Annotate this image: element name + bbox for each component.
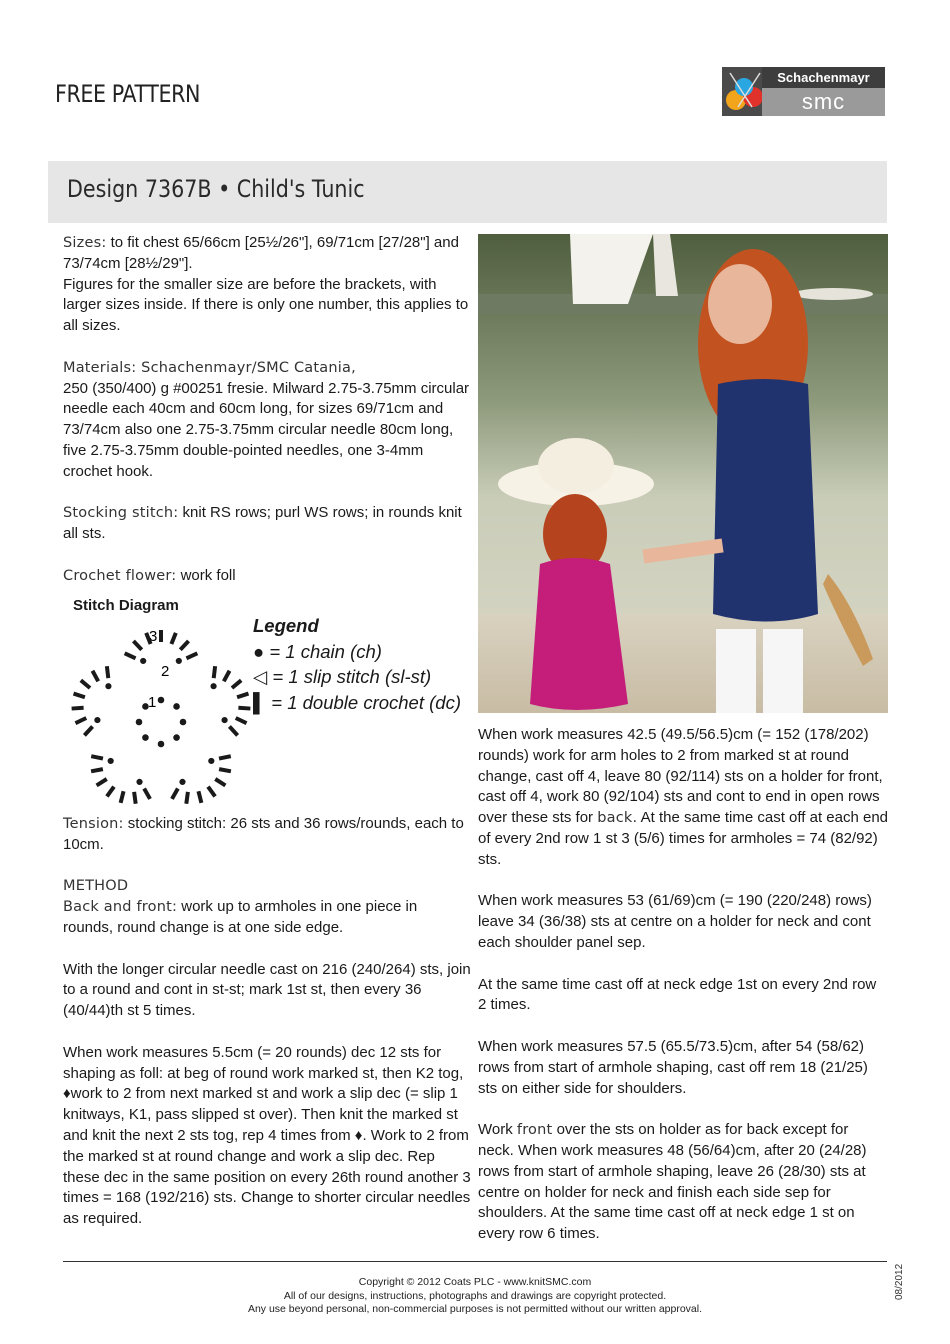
left-column-lower [63, 814, 471, 1251]
left-column [63, 233, 471, 607]
round-3-label: 3 [149, 628, 158, 645]
legend-chain: ● = 1 chain (ch) [253, 640, 382, 662]
double-crochet-mark [170, 632, 178, 645]
chain-stitch-mark [143, 735, 149, 741]
chain-stitch-mark [174, 704, 180, 710]
armhole-paragraph: When work measures 42.5 (49.5/56.5)cm (= 152 (178/202) rounds) work for arm holes to 2 from marked st at round change, cast off 4, leave 80 (92/114) sts on a holder for front, cast off 4, work 80 (92/104) sts and cont to end in open rows over these sts for back. At the same time cast off at each end of every 2nd row 1 st 3 (5/6) times for armholes = 74 (82/92) sts. [478, 726, 888, 868]
method-section [63, 876, 471, 938]
materials-brand: Schachenmayr/SMC Catania, [136, 359, 356, 376]
method-heading: METHOD [63, 878, 129, 895]
chain-stitch-mark [136, 719, 142, 725]
double-crochet-mark [179, 640, 190, 651]
chain-stitch-mark [158, 741, 164, 747]
diagram-legend [253, 613, 461, 715]
copyright-line: All of our designs, instructions, photographs and drawings are copyright protected. [283, 1289, 667, 1302]
double-crochet-mark [228, 725, 239, 737]
double-crochet-mark [212, 666, 217, 678]
chain-stitch-mark [141, 658, 146, 663]
legend-slip: ◁ = 1 slip stitch (sl-st) [253, 666, 432, 687]
back-front-label: Back and front: [63, 899, 178, 916]
crochet-label: Crochet flower: [63, 567, 177, 584]
method-paragraph: When work measures 57.5 (65.5/73.5)cm, after 54 (58/62) rows from start of armhole shaping, cast off rem 18 (21/25) sts on either side for shoulders. [478, 1037, 868, 1097]
design-title: Design 7367B • Child's Tunic [67, 175, 365, 203]
double-crochet-mark [91, 767, 104, 773]
chain-stitch-mark [180, 719, 186, 725]
footer-divider [63, 1261, 887, 1262]
legend-title: Legend [253, 615, 319, 636]
sizes-text: to fit chest 65/66cm [25½/26"], 69/71cm [27/28"] and 73/74cm [28½/29"]. [63, 234, 459, 272]
brand-sub: smc [762, 88, 885, 116]
double-crochet-mark [184, 792, 190, 804]
chain-stitch-mark [222, 717, 227, 722]
double-crochet-mark [75, 716, 88, 725]
double-crochet-mark [80, 679, 92, 690]
tunic-photo [478, 234, 888, 713]
double-crochet-mark [124, 651, 137, 660]
double-crochet-mark [83, 725, 94, 737]
slip-triangle-icon: ◁ [253, 666, 268, 687]
footer [63, 1276, 887, 1317]
method-paragraph: With the longer circular needle cast on 216 (240/264) sts, join to a round and cont in st-st; mark 1st st, then every 36 (40/44)th st 5 times. [63, 960, 471, 1020]
double-crochet-mark [170, 788, 179, 800]
chain-stitch-mark [174, 735, 180, 741]
stocking-label: Stocking stitch: [63, 505, 179, 522]
method-paragraph: At the same time cast off at neck edge 1st on every 2nd row 2 times. [478, 975, 877, 1014]
double-crochet-mark [119, 791, 126, 804]
materials-text: 250 (350/400) g #00251 fresie. Milward 2.75-3.75mm circular needle each 40cm and 60cm long, for sizes 69/71cm and 73/74cm also one 2.75-3.75mm circular needle 80cm long, five 2.75-3.75mm double-pointed needles, one 3-4mm crochet hook. [63, 379, 470, 480]
page-header-title: FREE PATTERN [55, 80, 201, 108]
double-crochet-mark [206, 786, 216, 798]
stocking-section [63, 503, 471, 545]
chain-stitch-mark [209, 758, 214, 763]
double-crochet-mark [159, 630, 163, 642]
brand-logo [722, 67, 885, 116]
sizes-label: Sizes: [63, 235, 107, 251]
back-front-text: work up to armholes in one piece in rounds, round change is at one side edge. [63, 898, 418, 936]
design-banner [48, 161, 887, 223]
double-crochet-mark [219, 767, 232, 773]
dc-bar-icon: ▌ [253, 691, 267, 713]
copyright-line: Any use beyond personal, non-commercial purposes is not permitted without our written approval. [247, 1303, 703, 1315]
tension-text: stocking stitch: 26 sts and 36 rows/rounds, each to 10cm. [63, 815, 464, 853]
materials-section [63, 358, 471, 483]
double-crochet-mark [73, 692, 86, 700]
double-crochet-mark [197, 791, 204, 804]
round-2-label: 2 [161, 663, 170, 680]
chain-dot-icon: ● [253, 640, 265, 662]
sizes-section [63, 233, 471, 337]
tension-label: Tension: [63, 816, 124, 832]
front-label: front [516, 1122, 553, 1139]
chain-stitch-mark [106, 684, 111, 689]
flower-chart [63, 593, 263, 815]
chain-stitch-mark [137, 779, 142, 784]
double-crochet-mark [91, 754, 104, 760]
double-crochet-mark [105, 786, 115, 798]
double-crochet-mark [91, 670, 100, 682]
method-paragraph: When work measures 5.5cm (= 20 rounds) dec 12 sts for shaping as foll: at beg of round work marked st, then K2 tog, ♦work to 2 from next marked st and work a slip dec (= slip 1 knitways, K1, pass slipped st over). Then knit the marked st and knit the next 2 sts tog, rep 4 times from ♦. Work to 2 from the marked st at round change and work a slip dec. Rep these dec in the same position on every 26th round another 3 times = 168 (192/216) sts. Change to shorter circular needles as required. [63, 1043, 471, 1228]
materials-label: Materials: [63, 359, 137, 376]
double-crochet-mark [219, 754, 232, 760]
chain-stitch-mark [158, 697, 164, 703]
stitch-diagram [63, 593, 475, 815]
double-crochet-mark [222, 670, 231, 682]
print-date: 08/2012 [894, 1263, 905, 1300]
brand-name: Schachenmayr [762, 67, 885, 88]
method-paragraph: When work measures 53 (61/69)cm (= 190 (220/248) rows) leave 34 (36/38) sts at centre on a holder for neck and cont each shoulder panel sep. [478, 892, 872, 951]
chain-stitch-mark [211, 684, 216, 689]
double-crochet-mark [132, 792, 138, 804]
chain-stitch-mark [108, 758, 113, 763]
double-crochet-mark [96, 777, 108, 787]
double-crochet-mark [142, 788, 151, 800]
back-label: back. [597, 810, 638, 827]
double-crochet-mark [238, 706, 250, 711]
tension-section [63, 814, 471, 856]
double-crochet-mark [72, 706, 84, 711]
chain-stitch-mark [180, 779, 185, 784]
double-crochet-mark [214, 777, 226, 787]
front-paragraph: Work front over the sts on holder as for back except for neck. When work measures 48 (56/64)cm, after 20 (24/28) rows from start of armhole shaping, leave 26 (28/30) sts at centre on holder for neck and finish each side sep for shoulders. At the same time cast off at neck edge 1 st on every row 6 times. [478, 1121, 867, 1243]
crochet-text: work foll [176, 566, 236, 584]
stocking-text: knit RS rows; purl WS rows; in rounds knit all sts. [63, 504, 462, 543]
sizes-note: Figures for the smaller size are before the brackets, with larger sizes inside. If there is only one number, this applies to all sizes. [63, 275, 469, 335]
chain-stitch-mark [176, 658, 181, 663]
crochet-section [63, 566, 471, 587]
double-crochet-mark [186, 651, 199, 660]
double-crochet-mark [235, 716, 248, 725]
double-crochet-mark [231, 679, 243, 690]
right-column [478, 725, 888, 1266]
legend-dc: ▌ = 1 double crochet (dc) [253, 691, 461, 713]
double-crochet-mark [105, 666, 110, 678]
double-crochet-mark [236, 692, 249, 700]
chain-stitch-mark [95, 717, 100, 722]
double-crochet-mark [132, 640, 143, 651]
diagram-title: Stitch Diagram [73, 597, 179, 614]
round-1-label: 1 [148, 694, 157, 711]
copyright-line: Copyright © 2012 Coats PLC - www.knitSMC.com [358, 1276, 592, 1288]
